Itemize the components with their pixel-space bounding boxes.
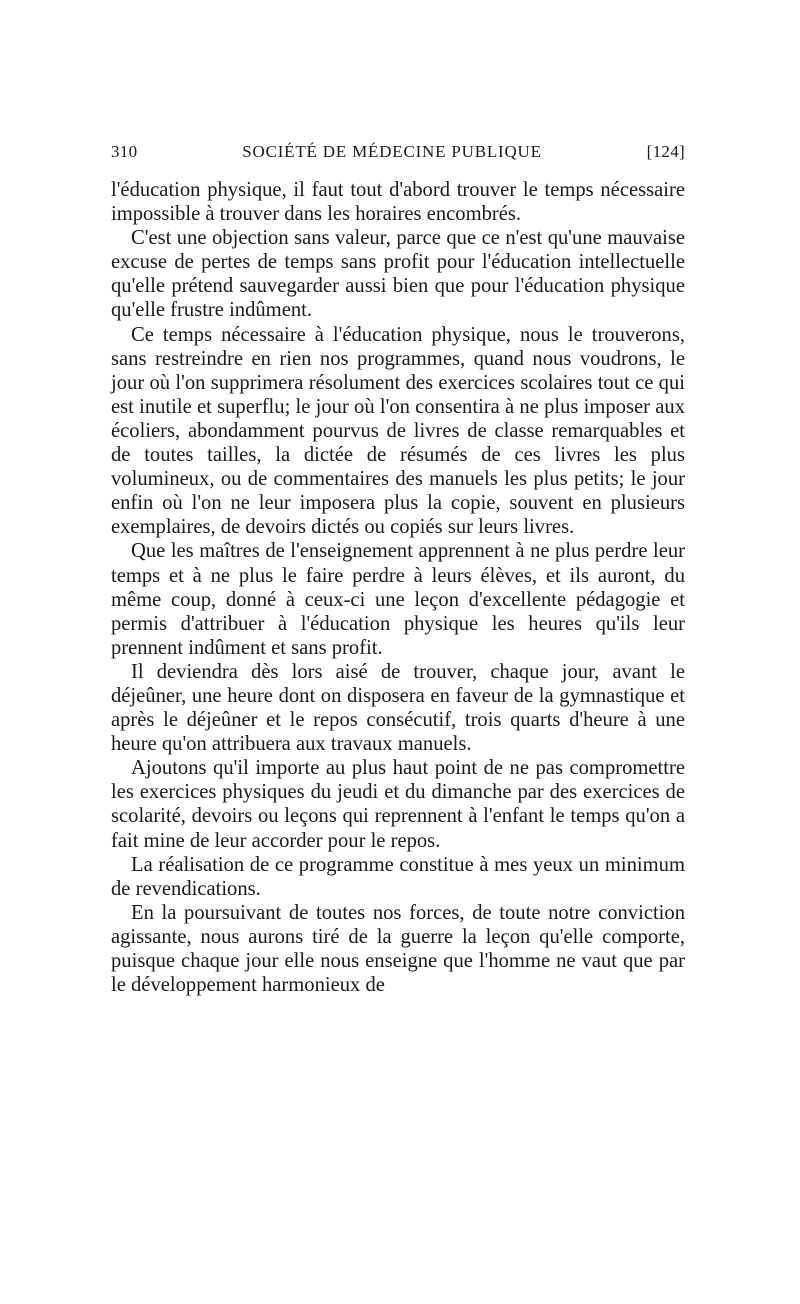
running-title: SOCIÉTÉ DE MÉDECINE PUBLIQUE (242, 142, 542, 161)
paragraph: La réalisation de ce programme constitue à mes yeux un minimum de revendications. (111, 853, 685, 900)
book-page (111, 142, 685, 997)
paragraph: Il deviendra dès lors aisé de trouver, chaque jour, avant le déjeûner, une heure dont on disposera en faveur de la gymnastique et après le déjeûner et le repos consécutif, trois quarts d'heure à une heure qu'on attribuera aux travaux manuels. (111, 660, 685, 756)
paragraph-continuation: l'éducation physique, il faut tout d'abord trouver le temps nécessaire impossible à trouver dans les horaires encombrés. (111, 179, 685, 226)
paragraph: En la poursuivant de toutes nos forces, de toute notre conviction agissante, nous aurons tiré de la guerre la leçon qu'elle comporte, puisque chaque jour elle nous enseigne que l'homme ne vaut que par le développement harmonieux de (111, 901, 685, 997)
paragraph: Que les maîtres de l'enseignement apprennent à ne plus perdre leur temps et à ne plus le faire perdre à leurs élèves, et ils auront, du même coup, donné à ceux-ci une leçon d'excellente pédagogie et permis d'attribuer à l'éducation physique les heures qu'ils leur prennent indûment et sans profit. (111, 540, 685, 659)
paragraph: Ce temps nécessaire à l'éducation physique, nous le trouverons, sans restreindre en rien nos programmes, quand nous voudrons, le jour où l'on supprimera résolument des exercices scolaires tout ce qui est inutile et superflu; le jour où l'on consentira à ne plus imposer aux écoliers, abondamment pourvus de livres de classe remarquables et de toutes tailles, la dictée de résumés de ces livres les plus volumineux, ou de commentaires des manuels les plus petits; le jour enfin où l'on ne leur imposera plus la copie, souvent en plusieurs exemplaires, de devoirs dictés ou copiés sur leurs livres. (111, 323, 685, 539)
section-reference: [124] (646, 142, 685, 161)
body-text (111, 178, 685, 997)
paragraph: Ajoutons qu'il importe au plus haut point de ne pas compromettre les exercices physiques du jeudi et du dimanche par des exercices de scolarité, devoirs ou leçons qui reprennent à l'enfant le temps qu'on a fait mine de leur accorder pour le repos. (111, 757, 685, 852)
paragraph: C'est une objection sans valeur, parce que ce n'est qu'une mauvaise excuse de pertes de temps sans profit pour l'éducation intellectuelle qu'elle prétend sauvegarder aussi bien que pour l'éducation physique qu'elle frustre indûment. (111, 227, 685, 322)
running-header (111, 142, 685, 178)
page-number: 310 (111, 142, 138, 161)
